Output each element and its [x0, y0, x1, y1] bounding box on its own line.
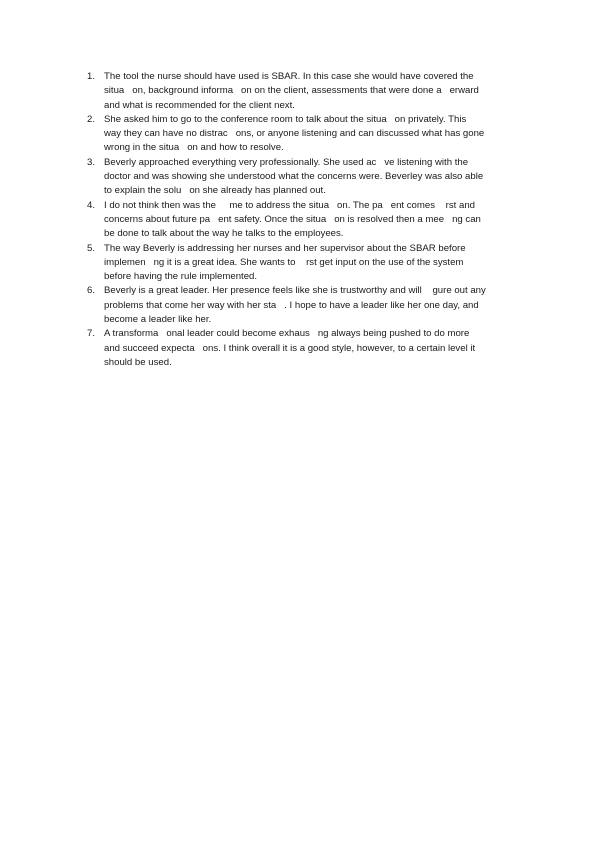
answer-text-line: Beverly is a great leader. Her presence feels like she is trustworthy and will gure out any	[104, 285, 486, 297]
answer-text-line: way they can have no distrac ons, or anyone listening and can discussed what has gone	[104, 128, 485, 140]
answer-item-5	[87, 242, 532, 285]
item-number: 3.	[87, 156, 96, 168]
answer-text-line: The tool the nurse should have used is SBAR. In this case she would have covered the	[104, 71, 474, 82]
answer-text-line: I do not think then was the me to address the situa on. The pa ent comes rst and	[104, 199, 475, 211]
answer-text-line: and succeed expecta ons. I think overall it is a good style, however, to a certain level it	[104, 342, 476, 354]
answer-text-line: become a leader like her.	[104, 314, 212, 326]
item-number: 2.	[87, 113, 96, 125]
answer-text-line: concerns about future pa ent safety. Once the situa on is resolved then a mee ng can	[104, 213, 481, 225]
answer-item-4	[87, 199, 532, 242]
item-number: 1.	[87, 71, 96, 82]
answer-text-line: before having the rule implemented.	[104, 271, 258, 283]
answer-item-3	[87, 156, 532, 199]
item-number: 5.	[87, 242, 96, 254]
answer-text-line: to explain the solu on she already has planned out.	[104, 185, 326, 197]
answer-text-line: The way Beverly is addressing her nurses and her supervisor about the SBAR before	[104, 242, 466, 254]
answer-text-line: doctor and was showing she understood what the concerns were. Beverley was also able	[104, 171, 484, 183]
answer-text-line: should be used.	[104, 356, 172, 368]
answer-list	[87, 70, 532, 370]
answer-item-1	[87, 70, 532, 113]
answer-text-line: She asked him to go to the conference room to talk about the situa on privately. This	[104, 113, 467, 125]
answer-item-6	[87, 284, 532, 327]
item-number: 4.	[87, 199, 96, 211]
answer-item-2	[87, 113, 532, 156]
item-number: 6.	[87, 285, 96, 297]
answer-text-line: Beverly approached everything very professionally. She used ac ve listening with the	[104, 156, 469, 168]
answer-text-line: problems that come her way with her sta . I hope to have a leader like her one day, and	[104, 299, 479, 311]
answer-text-line: A transforma onal leader could become exhaus ng always being pushed to do more	[104, 328, 470, 340]
answer-text-line: implemen ng it is a great idea. She wants to rst get input on the use of the system	[104, 256, 464, 268]
answer-text-line: be done to talk about the way he talks to the employees.	[104, 228, 344, 240]
item-number: 7.	[87, 328, 96, 340]
answer-text-line: and what is recommended for the client next.	[104, 99, 295, 111]
answer-text-line: wrong in the situa on and how to resolve.	[104, 142, 284, 154]
answer-item-7	[87, 327, 532, 370]
answer-text-line: situa on, background informa on on the client, assessments that were done a erward	[104, 85, 479, 97]
